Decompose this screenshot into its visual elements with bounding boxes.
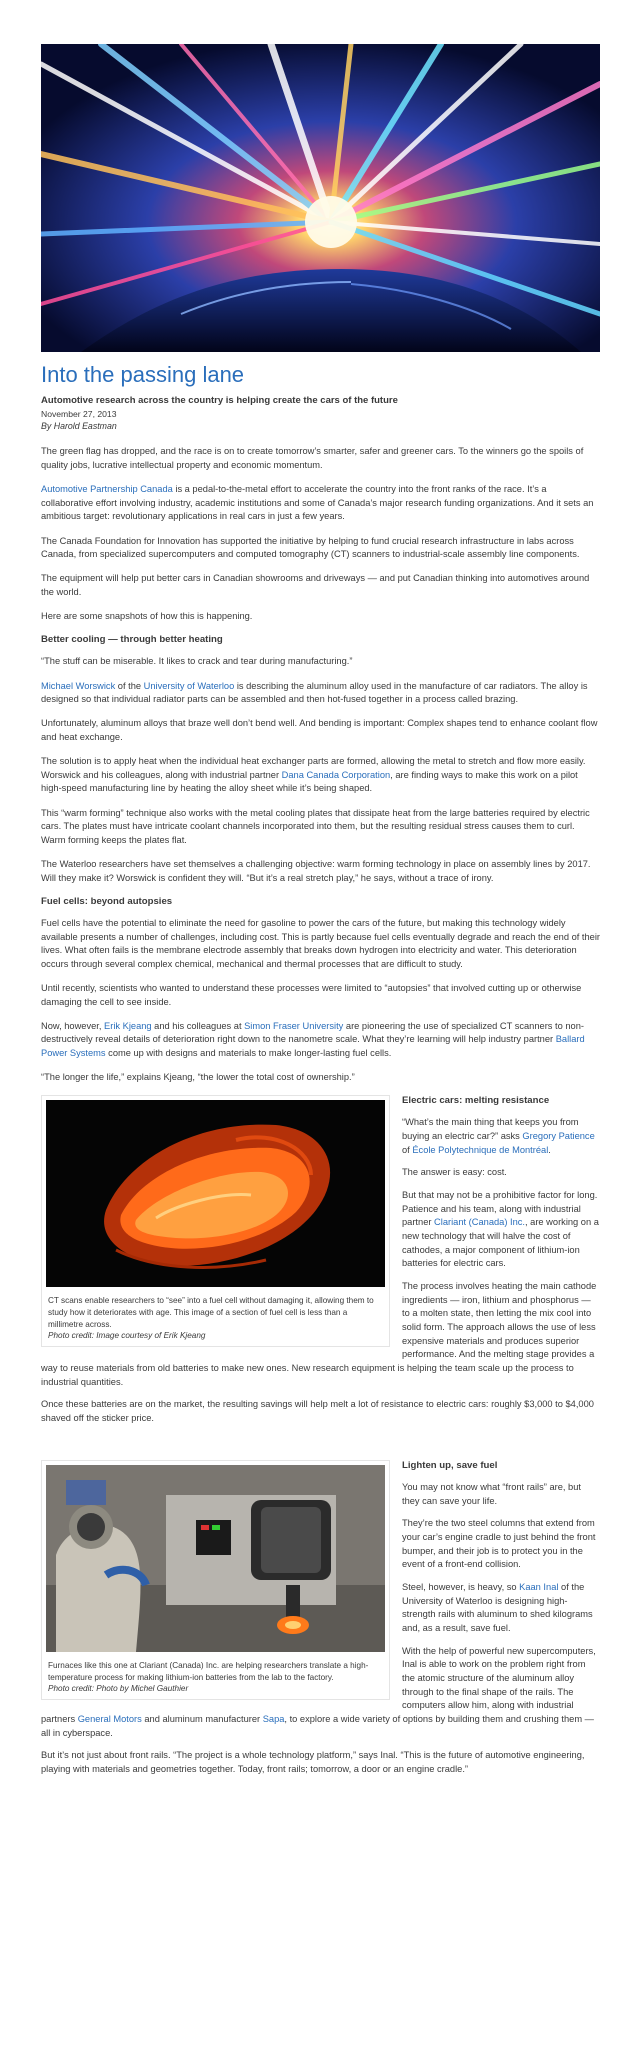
paragraph-kjeang: Now, however, Erik Kjeang and his colleagues at Simon Fraser University are pioneering the use of specialized CT scanners to non-destructively reveal details of deterioration right down to the nanometre scale. What they’re learning will help industry partner Ballard Power Systems come up with designs and materials to make longer-lasting fuel cells. bbox=[41, 1020, 585, 1059]
hero-image bbox=[41, 44, 600, 352]
link-simon-fraser-university[interactable]: Simon Fraser University bbox=[244, 1020, 344, 1031]
fuel-cell-scan-graphic bbox=[46, 1100, 385, 1287]
link-michael-worswick[interactable]: Michael Worswick bbox=[41, 680, 116, 691]
link-gregory-patience[interactable]: Gregory Patience bbox=[522, 1131, 595, 1142]
article bbox=[41, 0, 600, 1787]
link-university-of-waterloo[interactable]: University of Waterloo bbox=[143, 680, 235, 691]
link-clariant-canada[interactable]: Clariant (Canada) Inc. bbox=[434, 1217, 525, 1228]
link-automotive-partnership-canada[interactable]: Automotive Partnership Canada bbox=[41, 484, 173, 495]
paragraph-answer-cost: The answer is easy: cost. bbox=[402, 1167, 507, 1178]
paragraph-cfi: The Canada Foundation for Innovation has supported the initiative by helping to fund crucial research infrastructure in labs across Canada, from specialized supercomputers and computed tomography (CT) scanners to industrial-scale assembly line components. bbox=[41, 535, 580, 560]
article-byline: By Harold Eastman bbox=[41, 421, 117, 432]
figure-credit-furnace: Photo credit: Photo by Michel Gauthier bbox=[48, 1683, 189, 1693]
section-heading-lighten-up: Lighten up, save fuel bbox=[402, 1460, 498, 1472]
figure-caption-ct-scan: CT scans enable researchers to “see” into a fuel cell without damaging it, allowing them to study how it deteriorates with age. This image of a section of fuel cell is less than a millimetre across. bbox=[48, 1296, 374, 1330]
section-heading-electric-cars: Electric cars: melting resistance bbox=[402, 1095, 550, 1107]
paragraph-inal: Steel, however, is heavy, so Kaan Inal of the University of Waterloo is designing high-strength rails with aluminum to shed kilograms and, as a result, save fuel. bbox=[402, 1582, 593, 1633]
link-ballard-power-systems[interactable]: Ballard Power Systems bbox=[41, 1034, 585, 1059]
paragraph-front-rails: You may not know what “front rails” are, but they can save your life. bbox=[402, 1482, 581, 1506]
paragraph-clariant: But that may not be a prohibitive factor for long. Patience and his team, along with industrial partner Clariant (Canada) Inc., are working on a new technology that will halve the cost of cathodes, a major component of lithium-ion batteries for electric cars. bbox=[402, 1190, 599, 1269]
paragraph-apc: Automotive Partnership Canada is a pedal-to-the-metal effort to accelerate the country into the front ranks of the race. It’s a collaborative effort involving industry, academic institutions and some of Canada’s major research funding organizations. And it sets an ambitious target: revolutionary applications in real cars in just a few years. bbox=[41, 484, 594, 522]
article-title: Into the passing lane bbox=[41, 362, 245, 387]
figure-furnace bbox=[41, 1460, 390, 1700]
paragraph-patience-question: “What’s the main thing that keeps you from buying an electric car?” asks Gregory Patience of École Polytechnique de Montréal. bbox=[402, 1117, 595, 1155]
paragraph-savings: Once these batteries are on the market, the resulting savings will help melt a lot of resistance to electric cars: roughly $3,000 to $4,000 shaved off the sticker price. bbox=[41, 1399, 594, 1423]
link-kaan-inal[interactable]: Kaan Inal bbox=[519, 1582, 559, 1593]
paragraph-process: The process involves heating the main cathode ingredients — iron, lithium and phosphorus — to a molten state, then letting the mix cool into solid form. The approach allows the use of less expensive materials and produces superior performance. And the melting stage provides a way to reuse materials from old batteries to make new ones. New research equipment is helping the team scale up the process to industrial quantities. bbox=[41, 1281, 597, 1387]
figure-caption-furnace: Furnaces like this one at Clariant (Canada) Inc. are helping researchers translate a high-temperature process for making lithium-ion batteries from the lab to the factory. bbox=[48, 1661, 369, 1682]
link-general-motors[interactable]: General Motors bbox=[77, 1713, 142, 1724]
ct-scan-image bbox=[46, 1100, 385, 1287]
section-heading-cooling: Better cooling — through better heating bbox=[41, 634, 223, 646]
article-subtitle: Automotive research across the country is helping create the cars of the future bbox=[41, 395, 398, 407]
light-speed-tunnel-image bbox=[41, 44, 600, 352]
link-erik-kjeang[interactable]: Erik Kjeang bbox=[104, 1020, 152, 1031]
link-dana-canada[interactable]: Dana Canada Corporation bbox=[281, 769, 391, 780]
paragraph-equipment: The equipment will help put better cars in Canadian showrooms and driveways — and put Canadian thinking into automotives around the world. bbox=[41, 573, 590, 598]
paragraph-supercomputers: With the help of powerful new supercomputers, Inal is able to work on the problem right from the atomic structure of the aluminum alloy through to the final shape of the rails. The computers allow him, along with industrial partners General Motors and aluminum manufacturer Sapa, to explore a wide variety of options by building them and crushing them — all in cyberspace. bbox=[41, 1645, 596, 1738]
paragraph-worswick: Michael Worswick of the University of Waterloo is describing the aluminum alloy used in the manufacture of car radiators. The alloy is designed so that individual radiator parts can be assembled and then hot-fused together in a process called brazing. bbox=[41, 680, 588, 705]
paragraph-technology-platform: But it’s not just about front rails. “The project is a whole technology platform,” says Inal. “This is the future of automotive engineering, playing with materials and geometries together. Today, front rails; tomorrow, a door or an engine cradle.” bbox=[41, 1750, 585, 1774]
paragraph-longer-life: “The longer the life,” explains Kjeang, “the lower the total cost of ownership.” bbox=[41, 1072, 355, 1083]
section-heading-fuel-cells: Fuel cells: beyond autopsies bbox=[41, 895, 173, 907]
furnace-image bbox=[46, 1465, 385, 1652]
paragraph-objective: The Waterloo researchers have set themselves a challenging objective: warm forming technology in place on assembly lines by 2017. Will they make it? Worswick is confident they will. “But it’s a real stretch play,” he says, without a trace of irony. bbox=[41, 859, 591, 883]
paragraph-steel-columns: They’re the two steel columns that extend from your car’s engine cradle to just behind the front bumper, and their job is to protect you in the event of a front-end collision. bbox=[402, 1518, 596, 1570]
paragraph-snapshots: Here are some snapshots of how this is happening. bbox=[41, 611, 253, 622]
paragraph-warm-forming: This “warm forming” technique also works with the metal cooling plates that dissipate heat from the large batteries required by electric cars. The plates must have intricate coolant channels incorporated into them, but the resulting residual stress causes them to curl. Warm forming keeps the plates flat. bbox=[41, 807, 590, 845]
article-date: November 27, 2013 bbox=[41, 409, 117, 420]
link-sapa[interactable]: Sapa bbox=[262, 1713, 285, 1724]
paragraph-intro: The green flag has dropped, and the race is on to create tomorrow’s smarter, safer and greener cars. To the winners go the spoils of quality jobs, lucrative intellectual property and economic momentum. bbox=[41, 446, 584, 470]
paragraph-autopsies: Until recently, scientists who wanted to understand these processes were limited to “autopsies” that involved cutting up or otherwise damaging the cell to see inside. bbox=[41, 983, 582, 1007]
link-ecole-polytechnique[interactable]: École Polytechnique de Montréal bbox=[412, 1144, 549, 1155]
figure-ct-scan bbox=[41, 1095, 390, 1347]
figure-credit-ct-scan: Photo credit: Image courtesy of Erik Kjeang bbox=[48, 1331, 206, 1341]
furnace-photo-graphic bbox=[46, 1465, 385, 1652]
paragraph-quote-miserable: “The stuff can be miserable. It likes to crack and tear during manufacturing.” bbox=[41, 656, 353, 667]
paragraph-alloys: Unfortunately, aluminum alloys that braze well don’t bend well. And bending is important: Complex shapes tend to enhance coolant flow and heat exchange. bbox=[41, 718, 598, 742]
paragraph-fuel-cells: Fuel cells have the potential to eliminate the need for gasoline to power the cars of the future, but making this technology widely available presents a number of challenges, including cost. This is partly because fuel cells eventually degrade and reach the end of their lives. What often fails is the membrane electrode assembly that breaks down hydrogen into electricity and water. This deterioration occurs through several complex chemical, mechanical and thermal processes that are difficult to study. bbox=[41, 917, 601, 969]
paragraph-solution: The solution is to apply heat when the individual heat exchanger parts are formed, allowing the metal to stretch and flow more easily. Worswick and his colleagues, along with industrial partner Dana Canada Corporation, are finding ways to make this work on a pilot high-speed manufacturing line by heating the alloy sheet while it’s being shaped. bbox=[41, 756, 586, 794]
